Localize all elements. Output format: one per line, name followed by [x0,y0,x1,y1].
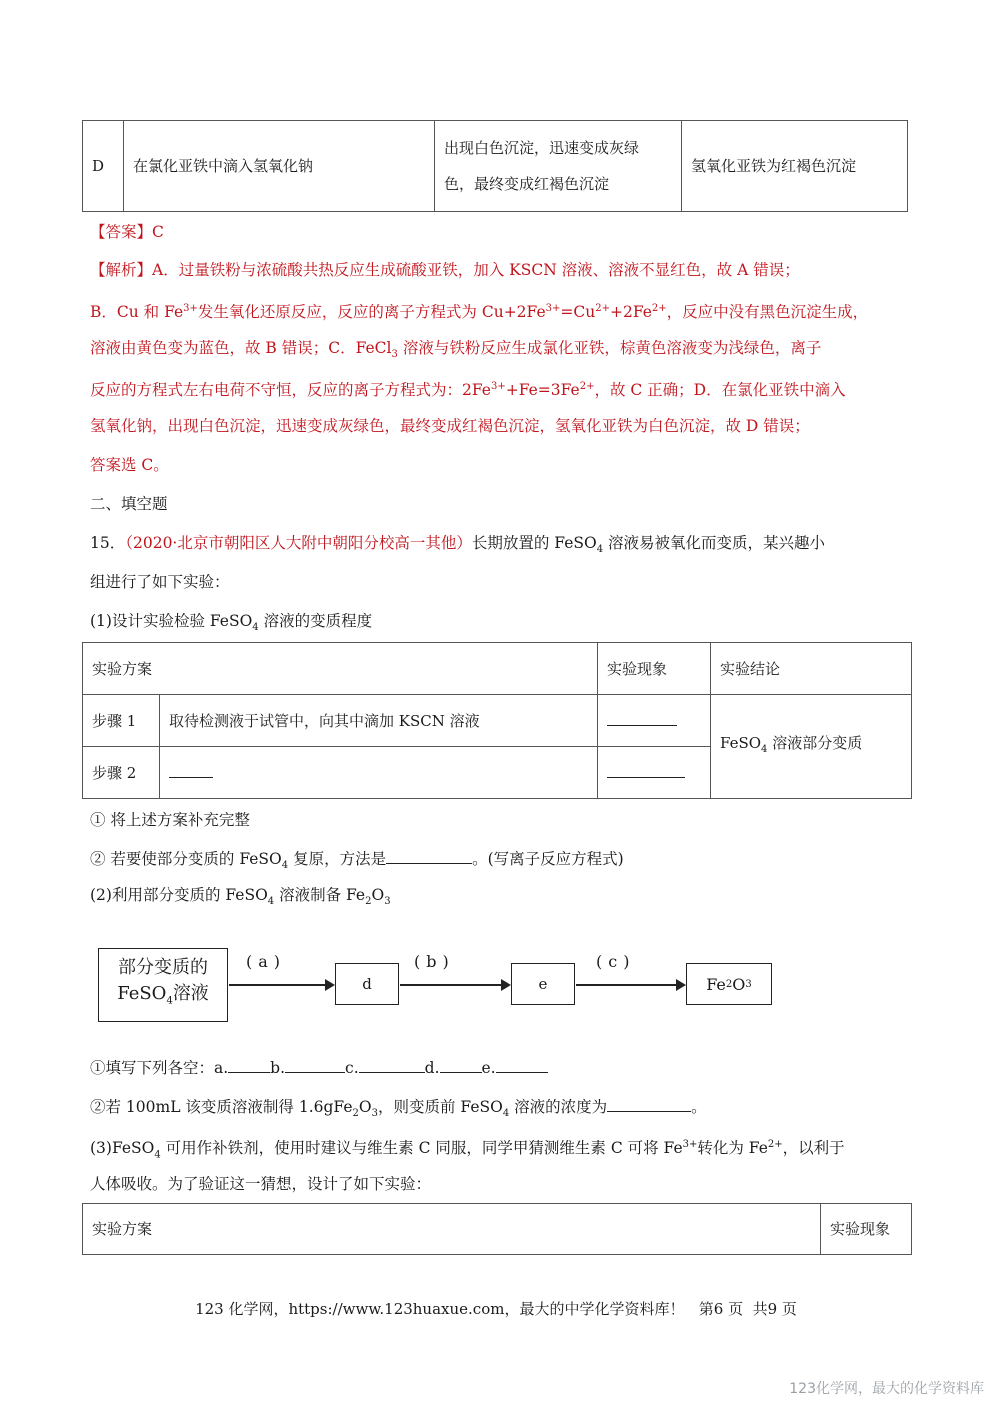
experiment-table-2 [82,1203,912,1255]
page-footer: 123 化学网，https://www.123huaxue.com，最大的中学化学资料库！ 第6 页 共9 页 [195,1300,797,1318]
q15-sub2: ② 若要使部分变质的 FeSO$_4$ 复原，方法是 。(写离子反应方程式) [90,850,624,872]
q15-number: 15． [90,534,126,552]
step2-plan-blank[interactable] [160,747,598,799]
watermark: 123化学网，最大的化学资料库 [789,1381,984,1397]
restore-method-blank[interactable] [386,848,472,864]
q15-stem-line-2: 组进行了如下实验： [90,573,230,591]
step2-label: 步骤 2 [83,747,160,799]
q15-part3-line2: 人体吸收。为了验证这一猜想，设计了如下实验： [90,1175,432,1193]
flow-end-box: Fe 2 O 3 [686,963,772,1005]
q15-stem-line-1: 15．（2020·北京市朝阳区人大附中朝阳分校高一其他）长期放置的 FeSO$_4$ 溶液易被氧化而变质，某兴趣小 [90,534,826,556]
analysis-line-2: B．Cu 和 $Fe^{3+}$发生氧化还原反应，反应的离子方程式为 $Cu+2Fe^{3+}=Cu^{2+}+2Fe^{2+}$，反应中没有黑色沉淀生成， [90,303,869,322]
flow-label-b: (b) [414,952,455,971]
header-plan: 实验方案 [83,643,598,695]
blank-b[interactable] [285,1057,345,1073]
answer-label: 【答案】 [90,223,153,241]
q15-fill-blanks: ①填写下列各空：a. b. c. d. e. [90,1057,548,1079]
step1-label: 步骤 1 [83,695,160,747]
conclusion-text: FeSO$_4$ 溶液部分变质 [711,695,912,799]
answer-value: C [152,223,164,241]
analysis-line-4: 反应的方程式左右电荷不守恒，反应的离子方程式为：$2Fe^{3+}+Fe=3Fe^{2+}$，故 C 正确；D．在氯化亚铁中滴入 [90,381,846,400]
phenomenon-cell: 出现白色沉淀，迅速变成灰绿 色，最终变成红褐色沉淀 [435,121,682,212]
analysis-line-5: 氢氧化钠，出现白色沉淀，迅速变成灰绿色，最终变成红褐色沉淀，氢氧化亚铁为白色沉淀，故 D 错误； [90,417,810,435]
analysis-label: 【解析】 [90,261,153,279]
q15-calc: ②若 100mL 该变质溶液制得 $1.6gFe_2O_3$，则变质前 FeSO$_4$ 溶液的浓度为 。 [90,1098,707,1120]
analysis-line-3: 溶液由黄色变为蓝色，故 B 错误；C．FeCl$_3$ 溶液与铁粉反应生成氯化亚铁，棕黄色溶液变为浅绿色，离子 [90,339,822,361]
blank-a[interactable] [228,1057,270,1073]
q15-part1: (1)设计实验检验 FeSO$_4$ 溶液的变质程度 [90,612,373,634]
step1-text: 取待检测液于试管中，向其中滴加 KSCN 溶液 [160,695,598,747]
blank-c[interactable] [359,1057,425,1073]
table2-header-plan: 实验方案 [83,1204,821,1255]
option-letter: D [83,121,124,212]
q15-part2: (2)利用部分变质的 FeSO$_4$ 溶液制备 $Fe_2O_3$ [90,886,391,908]
q15-source: （2020·北京市朝阳区人大附中朝阳分校高一其他） [125,534,472,552]
table2-header-phenomenon: 实验现象 [821,1204,912,1255]
flow-arrow-c [576,984,684,986]
experiment-table [82,642,912,799]
answer-line [90,221,164,243]
blank-d[interactable] [440,1057,482,1073]
conclusion-cell: 氢氧化亚铁为红褐色沉淀 [682,121,908,212]
flow-label-c: (c) [596,952,636,971]
section-heading: 二、填空题 [90,495,168,513]
header-conclusion: 实验结论 [711,643,912,695]
concentration-blank[interactable] [607,1096,691,1112]
flow-arrow-b [400,984,509,986]
option-table [82,120,908,212]
analysis-line-6: 答案选 C。 [90,456,169,474]
q15-sub1: ① 将上述方案补充完整 [90,811,250,829]
blank-e[interactable] [496,1057,548,1073]
operation-cell: 在氯化亚铁中滴入氢氧化钠 [124,121,435,212]
step1-phenomenon-blank[interactable] [598,695,711,747]
header-phenomenon: 实验现象 [598,643,711,695]
flow-box-e: e [511,963,575,1005]
flow-start-box: 部分变质的 FeSO$_4$溶液 [98,948,228,1022]
analysis-line-1: 【解析】A．过量铁粉与浓硫酸共热反应生成硫酸亚铁，加入 KSCN 溶液、溶液不显红色，故 A 错误； [90,261,800,279]
flow-arrow-a [229,984,333,986]
q15-part3-line1: (3)FeSO$_4$ 可用作补铁剂，使用时建议与维生素 C 同服，同学甲猜测维生素 C 可将 $Fe^{3+}$转化为 $Fe^{2+}$，以利于 [90,1139,845,1161]
flow-label-a: (a) [246,952,287,971]
flow-box-d: d [335,963,399,1005]
step2-phenomenon-blank[interactable] [598,747,711,799]
